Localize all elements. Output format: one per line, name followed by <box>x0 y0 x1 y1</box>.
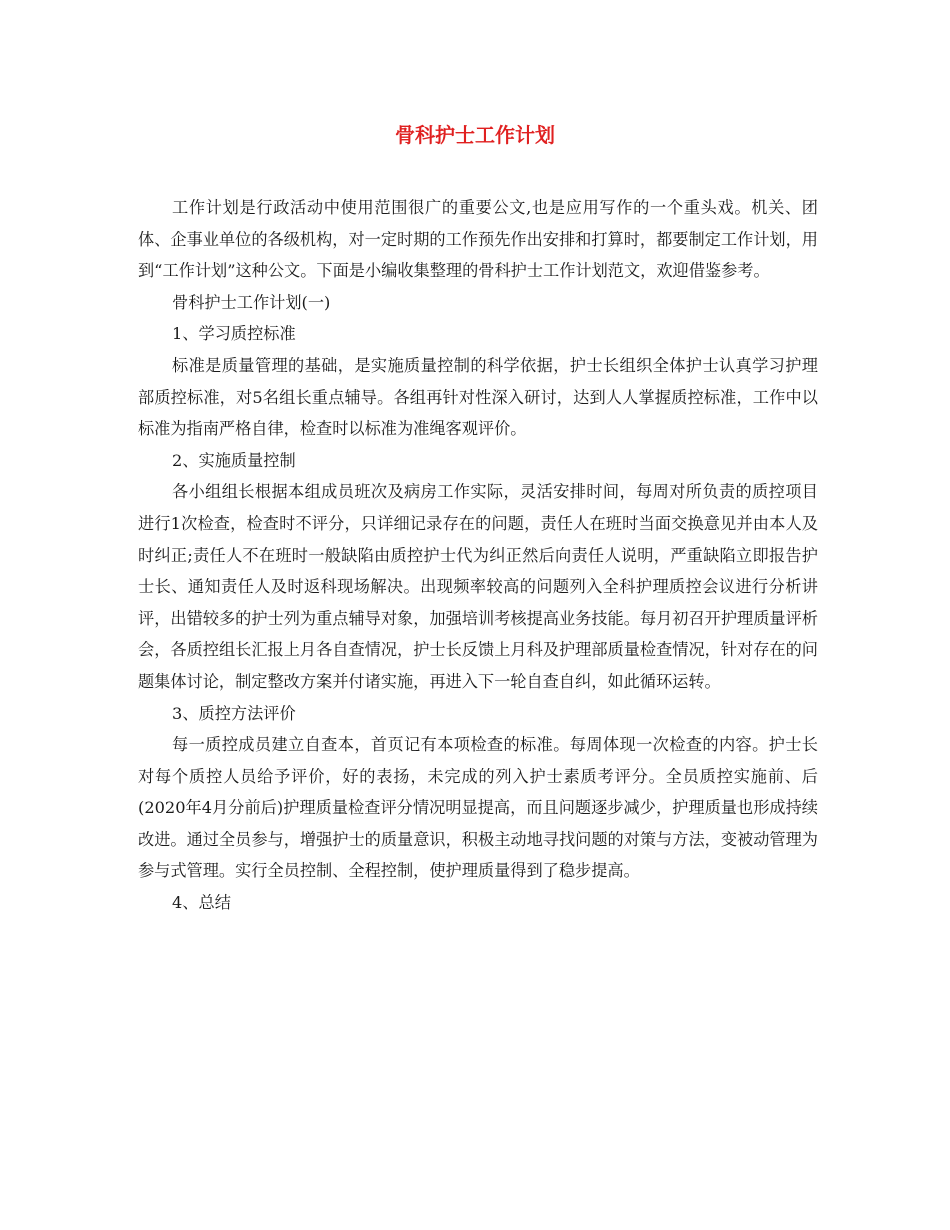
item-heading-4: 4、总结 <box>172 893 231 913</box>
intro-paragraph: 工作计划是行政活动中使用范围很广的重要公文,也是应用写作的一个重头戏。机关、团体、企事业单位的各级机构，对一定时期的工作预先作出安排和打算时，都要制定工作计划，用到“工作计划”这种公文。下面是小编收集整理的骨科护士工作计划范文，欢迎借鉴参考。 <box>138 198 818 281</box>
item-heading-1: 1、学习质控标准 <box>172 324 296 344</box>
item-heading-3: 3、质控方法评价 <box>172 703 296 723</box>
document-title: 骨科护士工作计划 <box>395 123 555 147</box>
item-heading-2: 2、实施质量控制 <box>172 450 296 470</box>
section-heading-plan-one: 骨科护士工作计划(一) <box>172 292 331 312</box>
item-paragraph-3: 每一质控成员建立自查本，首页记有本项检查的标准。每周体现一次检查的内容。护士长对每个质控人员给予评价，好的表扬，未完成的列入护士素质考评分。全员质控实施前、后(2020年4月分前后)护理质量检查评分情况明显提高，而且问题逐步减少，护理质量也形成持续改进。通过全员参与，增强护士的质量意识，积极主动地寻找问题的对策与方法，变被动管理为参与式管理。实行全员控制、全程控制，使护理质量得到了稳步提高。 <box>138 735 818 881</box>
item-paragraph-2: 各小组组长根据本组成员班次及病房工作实际，灵活安排时间，每周对所负责的质控项目进行1次检查，检查时不评分，只详细记录存在的问题，责任人在班时当面交换意见并由本人及时纠正;责任人不在班时一般缺陷由质控护士代为纠正然后向责任人说明，严重缺陷立即报告护士长、通知责任人及时返科现场解决。出现频率较高的问题列入全科护理质控会议进行分析讲评，出错较多的护士列为重点辅导对象，加强培训考核提高业务技能。每月初召开护理质量评析会，各质控组长汇报上月各自查情况，护士长反馈上月科及护理部质量检查情况，针对存在的问题集体讨论，制定整改方案并付诸实施，再进入下一轮自查自纠，如此循环运转。 <box>138 482 818 691</box>
item-paragraph-1: 标准是质量管理的基础，是实施质量控制的科学依据，护士长组织全体护士认真学习护理部质控标准，对5名组长重点辅导。各组再针对性深入研讨，达到人人掌握质控标准，工作中以标准为指南严格自律，检查时以标准为准绳客观评价。 <box>138 355 818 439</box>
document-body <box>138 192 818 919</box>
